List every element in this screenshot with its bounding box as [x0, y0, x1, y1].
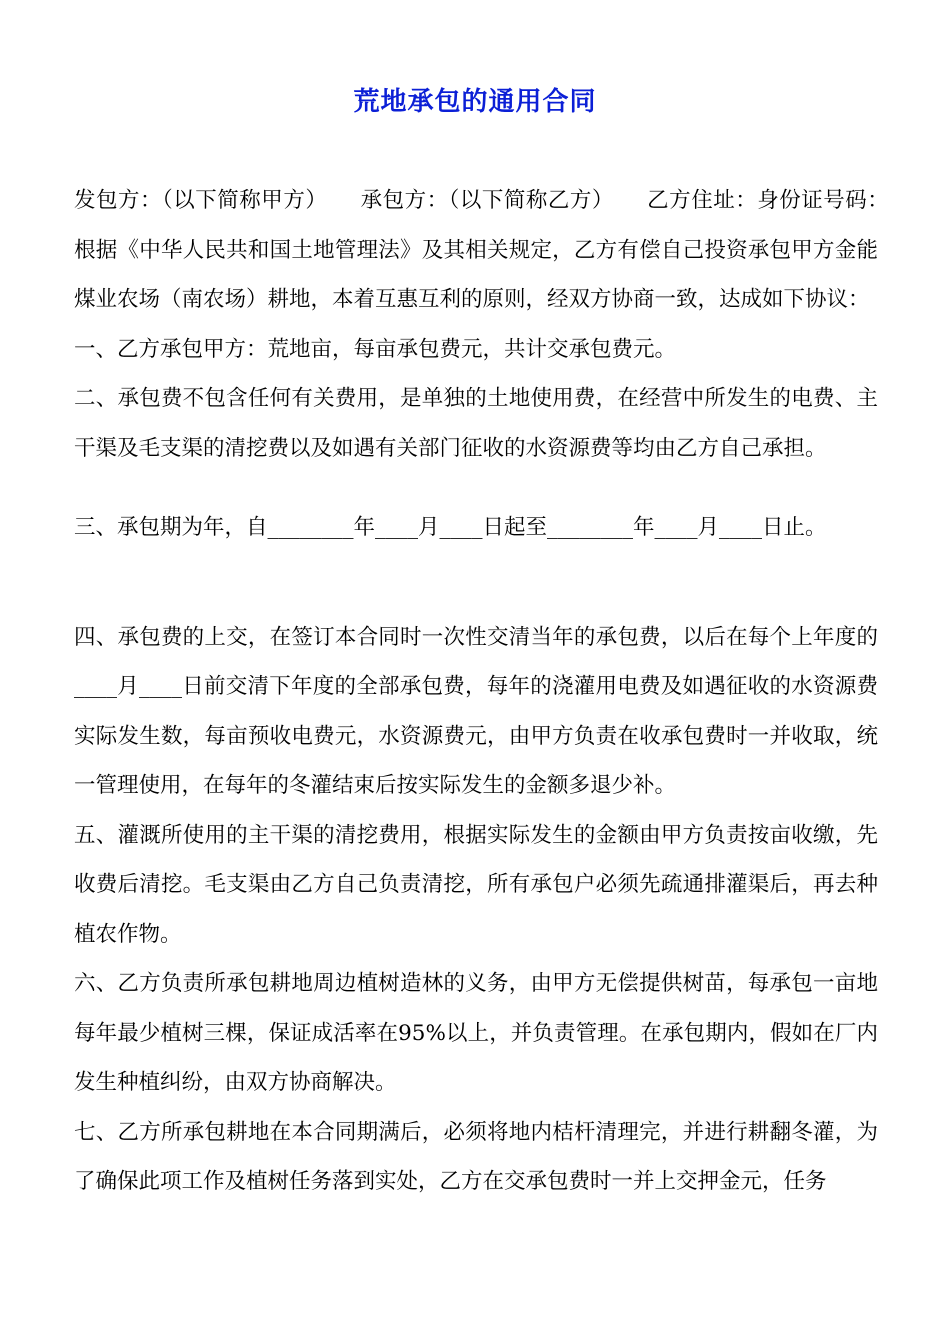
clause-6: 六、乙方负责所承包耕地周边植树造林的义务，由甲方无偿提供树苗，每承包一亩地每年最少植树三棵，保证成活率在95%以上，并负责管理。在承包期内，假如在厂内发生种植纠纷，由双方协商解决。	[74, 971, 878, 1095]
document-title: 荒地承包的通用合同	[353, 87, 597, 117]
clause-1: 一、乙方承包甲方：荒地亩，每亩承包费元，共计交承包费元。	[74, 336, 677, 362]
clause-3: 三、承包期为年，自________年____月____日起至________年____月____日止。	[74, 515, 827, 540]
preamble-paragraph: 发包方：（以下简称甲方） 承包方：（以下简称乙方） 乙方住址：身份证号码： 根据《中华人民共和国土地管理法》及其相关规定，乙方有偿自己投资承包甲方金能煤业农场（南农场）耕地，本着互惠互利的原则，经双方协商一致，达成如下协议：	[74, 188, 922, 312]
clause-2: 二、承包费不包含任何有关费用，是单独的土地使用费，在经营中所发生的电费、主干渠及毛支渠的清挖费以及如遇有关部门征收的水资源费等均由乙方自己承担。	[74, 386, 878, 461]
spacer	[74, 583, 878, 613]
spacer	[74, 553, 878, 583]
document-body	[74, 176, 922, 1207]
spacer	[74, 473, 878, 503]
clause-7: 七、乙方所承包耕地在本合同期满后，必须将地内桔杆清理完，并进行耕翻冬灌，为了确保此项工作及植树任务落到实处，乙方在交承包费时一并上交押金元，任务	[74, 1119, 878, 1194]
clause-4: 四、承包费的上交，在签订本合同时一次性交清当年的承包费，以后在每个上年度的____月____日前交清下年度的全部承包费，每年的浇灌用电费及如遇征收的水资源费实际发生数，每亩预收电费元，水资源费元，由甲方负责在收承包费时一并收取，统一管理使用，在每年的冬灌结束后按实际发生的金额多退少补。	[74, 624, 878, 798]
clause-5: 五、灌溉所使用的主干渠的清挖费用，根据实际发生的金额由甲方负责按亩收缴，先收费后清挖。毛支渠由乙方自己负责清挖，所有承包户必须先疏通排灌渠后，再去种植农作物。	[74, 822, 878, 947]
